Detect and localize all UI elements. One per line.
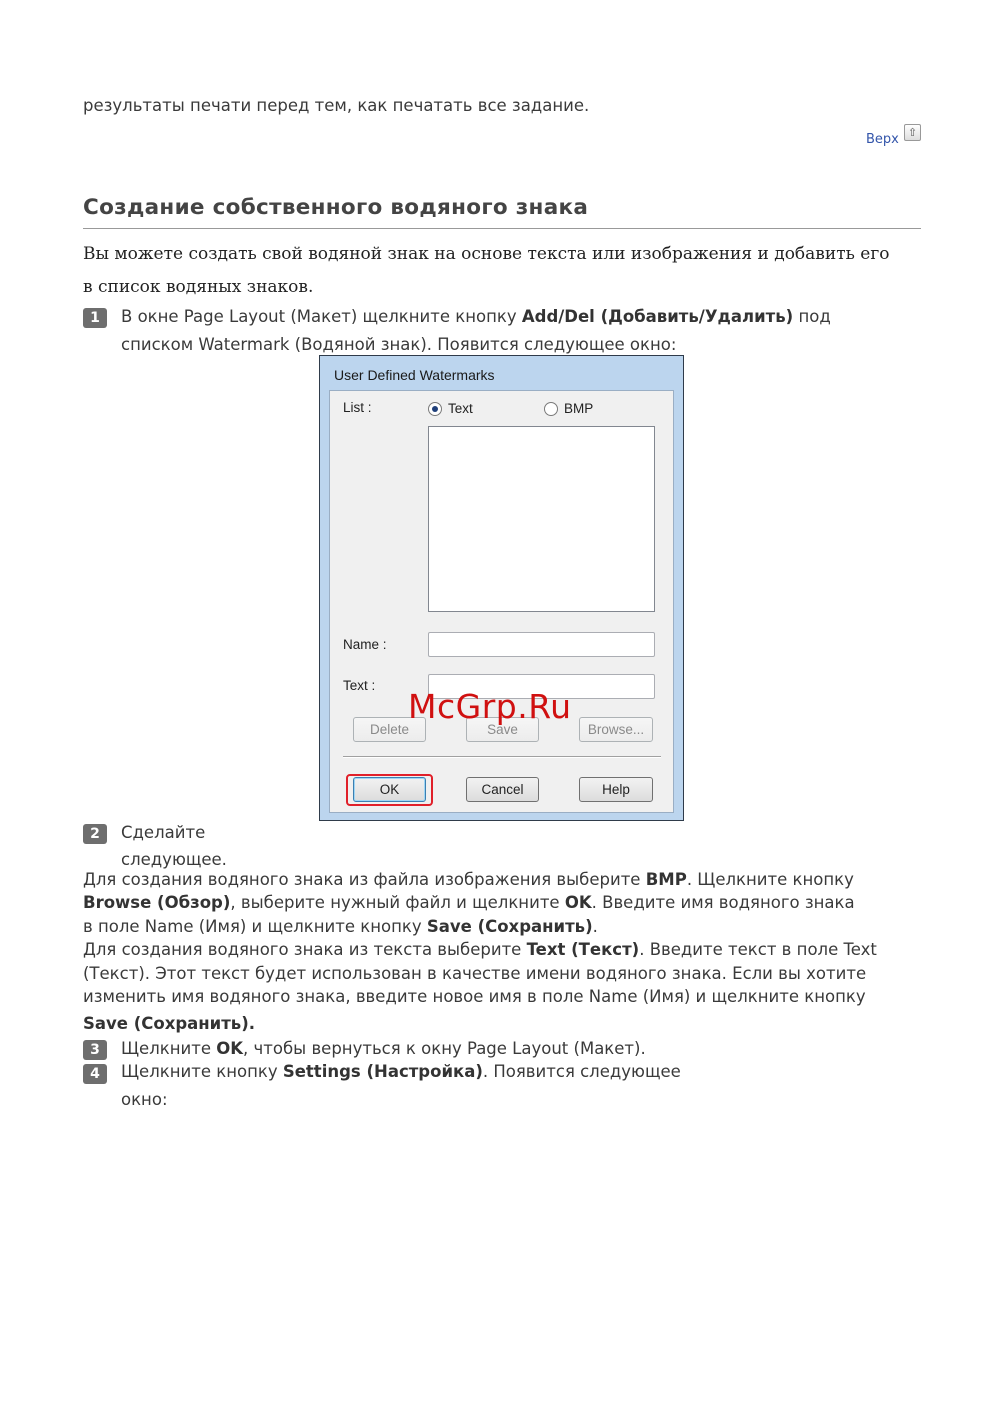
radio-text-label[interactable]: Text	[448, 401, 473, 416]
cancel-button[interactable]: Cancel	[466, 777, 539, 802]
radio-bmp[interactable]	[544, 402, 558, 416]
name-input[interactable]	[428, 632, 655, 657]
top-link-label: Верх	[866, 132, 899, 147]
arrow-up-icon[interactable]: ⇧	[904, 124, 921, 141]
section-title-text: Создание собственного водяного знака	[83, 195, 589, 220]
step-1-text-post: под	[793, 307, 831, 326]
bmp-line-3	[83, 915, 598, 938]
watermarks-dialog	[319, 355, 684, 821]
lead-line-2: в список водяных знаков.	[83, 277, 314, 297]
radio-bmp-label[interactable]: BMP	[564, 401, 594, 416]
ok-highlight-frame	[346, 774, 433, 806]
bmp-l1-pre: Для создания водяного знака из файла изображения выберите	[83, 870, 646, 889]
text-l1-pre: Для создания водяного знака из текста выберите	[83, 940, 527, 959]
bmp-l2-bold-1: Browse (Обзор)	[83, 893, 231, 912]
step-1-text-pre: В окне Page Layout (Макет) щелкните кнопку	[121, 307, 522, 326]
dialog-client-area	[329, 390, 674, 813]
site-watermark: McGrp.Ru	[408, 687, 572, 726]
step-4-bold: Settings (Настройка)	[282, 1062, 483, 1081]
step-2-line-1: Сделайте	[121, 823, 206, 842]
step-number-1: 1	[83, 308, 107, 328]
text-l4-bold: Save (Сохранить).	[83, 1014, 256, 1033]
section-title	[83, 195, 588, 220]
title-divider	[83, 228, 921, 229]
step-4-post: . Появится следующее	[482, 1062, 681, 1081]
bmp-l2-bold-2: OK	[564, 893, 592, 912]
lead-line-1: Вы можете создать свой водяной знак на основе текста или изображения и добавить его	[83, 244, 890, 264]
text-line-3: изменить имя водяного знака, введите новое имя в поле Name (Имя) и щелкните кнопку	[83, 987, 866, 1006]
step-4-pre: Щелкните кнопку	[121, 1062, 283, 1081]
name-label: Name :	[343, 637, 387, 652]
bmp-line-2	[83, 891, 855, 914]
bmp-l2-post: . Введите имя водяного знака	[591, 893, 855, 912]
step-3-post: , чтобы вернуться к окну Page Layout (Макет).	[243, 1039, 646, 1058]
text-line-1	[83, 938, 877, 961]
step-number-4: 4	[83, 1064, 107, 1084]
step-1-line-2: списком Watermark (Водяной знак). Появится следующее окно:	[121, 335, 677, 354]
step-4-line-1	[121, 1060, 681, 1083]
dialog-separator	[343, 756, 661, 758]
browse-button[interactable]: Browse...	[579, 717, 653, 742]
ok-button[interactable]: OK	[353, 777, 426, 802]
bmp-l3-post: .	[592, 917, 598, 936]
save-button[interactable]: Save	[466, 717, 539, 742]
step-3-bold: OK	[216, 1039, 244, 1058]
bmp-l3-bold: Save (Сохранить)	[426, 917, 593, 936]
dialog-title: User Defined Watermarks	[334, 367, 495, 383]
text-l1-post: . Введите текст в поле Text	[639, 940, 877, 959]
step-1-line-1	[121, 305, 831, 328]
step-3-line	[121, 1037, 646, 1060]
bmp-l2-mid: , выберите нужный файл и щелкните	[230, 893, 565, 912]
text-l1-bold: Text (Текст)	[526, 940, 640, 959]
help-button[interactable]: Help	[579, 777, 653, 802]
step-3-pre: Щелкните	[121, 1039, 217, 1058]
text-label: Text :	[343, 678, 376, 693]
step-2-line-2: следующее.	[121, 850, 227, 869]
delete-button[interactable]: Delete	[353, 717, 426, 742]
list-label: List :	[343, 400, 372, 415]
top-link[interactable]	[866, 128, 899, 147]
step-number-2: 2	[83, 824, 107, 844]
intro-text: результаты печати перед тем, как печатать все задание.	[83, 96, 590, 115]
step-1-bold: Add/Del (Добавить/Удалить)	[521, 307, 794, 326]
radio-selected-dot	[432, 406, 438, 412]
text-line-2: (Текст). Этот текст будет использован в качестве имени водяного знака. Если вы хотите	[83, 964, 867, 983]
bmp-line-1	[83, 868, 854, 891]
watermark-listbox[interactable]	[428, 426, 655, 612]
radio-text[interactable]	[428, 402, 442, 416]
step-number-3: 3	[83, 1040, 107, 1060]
text-line-4	[83, 1012, 255, 1035]
step-4-line-2: окно:	[121, 1090, 168, 1109]
bmp-l1-bold: BMP	[645, 870, 687, 889]
bmp-l3-pre: в поле Name (Имя) и щелкните кнопку	[83, 917, 427, 936]
bmp-l1-post: . Щелкните кнопку	[686, 870, 854, 889]
